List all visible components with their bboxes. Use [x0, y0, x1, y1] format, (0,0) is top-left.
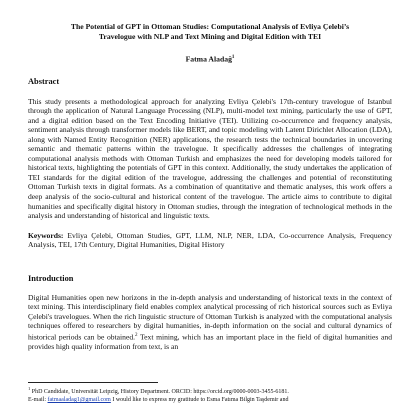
previous-page-fragment [28, 0, 392, 6]
author-text: Fatma Aladağ [185, 54, 232, 64]
intro-footnote-marker[interactable]: 2 [135, 332, 138, 338]
footnote-1-rest: I would like to express my gratitude to Esma Fatıma Bilgin Taşdemir and [110, 397, 289, 403]
footnote-email-link[interactable]: fatmaaladag1@gmail.com [47, 397, 111, 403]
footnote-1-text: PhD Candidate, Universität Leipzig, History Department. ORCID: https://orcid.org/0000-0003-3455-6181. [30, 389, 289, 395]
footnote-1 [28, 385, 392, 396]
footnote-1-continued [28, 396, 392, 404]
title-line-2: Travelogue with NLP and Text Mining and Digital Edition with TEI [98, 32, 322, 41]
footnote-divider [28, 382, 158, 383]
abstract-text: This study presents a methodological approach for analyzing Evliya Çelebi's 17th-century travelogue of Istanbul through the application of Natural Language Processing (NLP), multi-model text mining, particularly the use of GPT, and a digital edition based on the Text Encoding Initiative (TEI). Utilizing co-occurrence and frequency analysis, sentiment analysis through transformer models like BERT, and topic modeling with Latent Dirichlet Allocation (LDA), along with Named Entity Recognition (NER) applications, the research tests the technical boundaries in uncovering semantic and thematic patterns within the travelogue. It specifically addresses the challenges of integrating computational analysis methods with Ottoman Turkish and emphasizes the need for developing models tailored for historical texts, highlighting the potentials of GPT in this context. Additionally, the study undertakes the application of TEI standards for the digital edition of the travelogue, addressing the challenges and potential of reconstituting Ottoman Turkish texts in digital formats. As a combination of quantitative and thematic analyses, this work offers a deep analysis of the socio-cultural and historical content of the travelogue. The article aims to contribute to digital humanities and specifically digital history in Ottoman studies, through the integration of technological methods in the analysis and understanding of historical and linguistic texts. [28, 96, 392, 221]
keywords-label: Keywords: [28, 230, 64, 240]
title-line-1: The Potential of GPT in Ottoman Studies: Computational Analysis of Evliya Çelebi’s [70, 22, 350, 31]
abstract-heading: Abstract [28, 76, 60, 86]
introduction-text [28, 293, 392, 352]
keywords-text: Evliya Çelebi, Ottoman Studies, GPT, LLM, NLP, NER, LDA, Co-occurrence Analysis, Frequency Analysis, TEI, 17th Century, Digital Humanities, Digital History [28, 230, 392, 250]
introduction-heading: Introduction [28, 273, 74, 283]
intro-text-part2: Text mining, which has an important place in the field of digital humanities and provides high quality information from text, is an [28, 332, 392, 352]
intro-text-part1: Digital Humanities open new horizons in the in-depth analysis and understanding of historical texts in the context of text mining. This interdisciplinary field enables complex analytical processing of rich historical sources such as Evliya Çelebi's travelogues. When the rich linguistic structure of Ottoman Turkish is analyzed with the computational analysis techniques offered to researchers by digital humanities, in-depth information on the social and cultural dynamics of historical periods can be obtained. [28, 292, 392, 342]
footnotes [28, 385, 392, 404]
keywords-paragraph [28, 231, 392, 250]
footnote-1-marker: 1 [28, 386, 31, 391]
author-name [28, 53, 392, 65]
paper-title [28, 22, 392, 42]
footnote-email-label: E-mail: [28, 397, 48, 403]
author-footnote-marker[interactable]: 1 [231, 55, 235, 60]
